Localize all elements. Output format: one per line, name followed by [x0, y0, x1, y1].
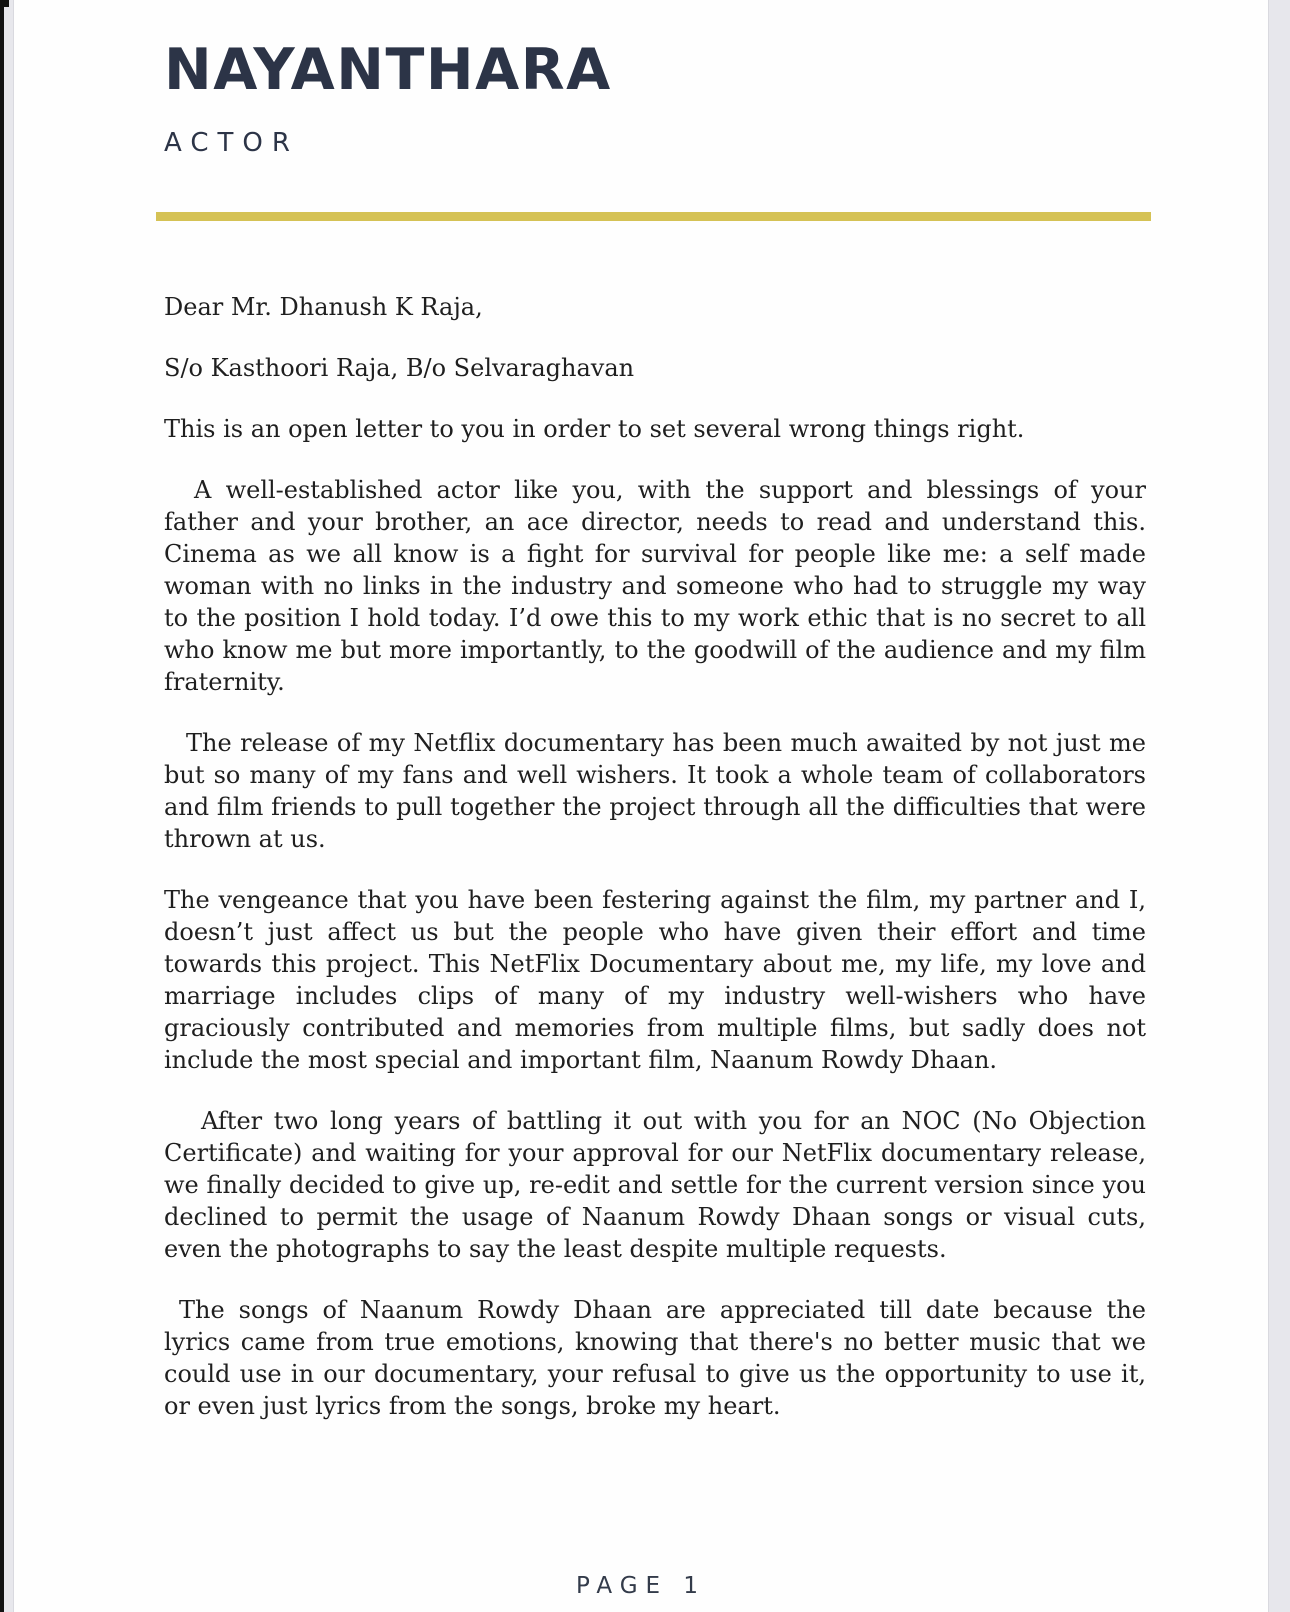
- paragraph: The vengeance that you have been festering against the film, my partner and I, doesn’t just affect us but the people who have given their effort and time towards this project. This NetFlix Documentary about me, my life, my love and marriage includes clips of many of my industry well-wishers who have graciously contributed and memories from multiple films, but sadly does not include the most special and important film, Naanum Rowdy Dhaan.: [164, 886, 1146, 1074]
- letter-page: [13, 0, 1269, 1612]
- author-role: ACTOR: [164, 128, 299, 158]
- gold-divider: [156, 212, 1151, 221]
- paragraph: The release of my Netflix documentary has been much awaited by not just me but so many of my fans and well wishers. It took a whole team of collaborators and film friends to pull together the project through all the difficulties that were thrown at us.: [164, 729, 1146, 853]
- salutation: Dear Mr. Dhanush K Raja,: [164, 293, 483, 321]
- paragraph: A well-established actor like you, with the support and blessings of your father and your brother, an ace director, needs to read and understand this. Cinema as we all know is a fight for survival for people like me: a self made woman with no links in the industry and someone who had to struggle my way to the position I hold today. I’d owe this to my work ethic that is no secret to all who know me but more importantly, to the goodwill of the audience and my film fraternity.: [164, 476, 1146, 696]
- paragraph: After two long years of battling it out with you for an NOC (No Objection Certificate) and waiting for your approval for our NetFlix documentary release, we finally decided to give up, re-edit and settle for the current version since you declined to permit the usage of Naanum Rowdy Dhaan songs or visual cuts, even the photographs to say the least despite multiple requests.: [164, 1107, 1146, 1263]
- letter-body: [164, 291, 1146, 1422]
- page-number-label: PAGE 1: [575, 1573, 707, 1599]
- left-corner-notch: [0, 0, 9, 7]
- page-footer: [14, 1573, 1268, 1599]
- left-edge-strip: [0, 0, 4, 1612]
- author-name: NAYANTHARA: [164, 37, 612, 103]
- sub-salutation: S/o Kasthoori Raja, B/o Selvaraghavan: [164, 354, 635, 382]
- intro-line: This is an open letter to you in order to set several wrong things right.: [164, 415, 1025, 443]
- letterhead: [164, 0, 1146, 221]
- paragraph: The songs of Naanum Rowdy Dhaan are appreciated till date because the lyrics came from true emotions, knowing that there's no better music that we could use in our documentary, your refusal to give us the opportunity to use it, or even just lyrics from the songs, broke my heart.: [164, 1296, 1146, 1420]
- page-content: [164, 0, 1146, 1422]
